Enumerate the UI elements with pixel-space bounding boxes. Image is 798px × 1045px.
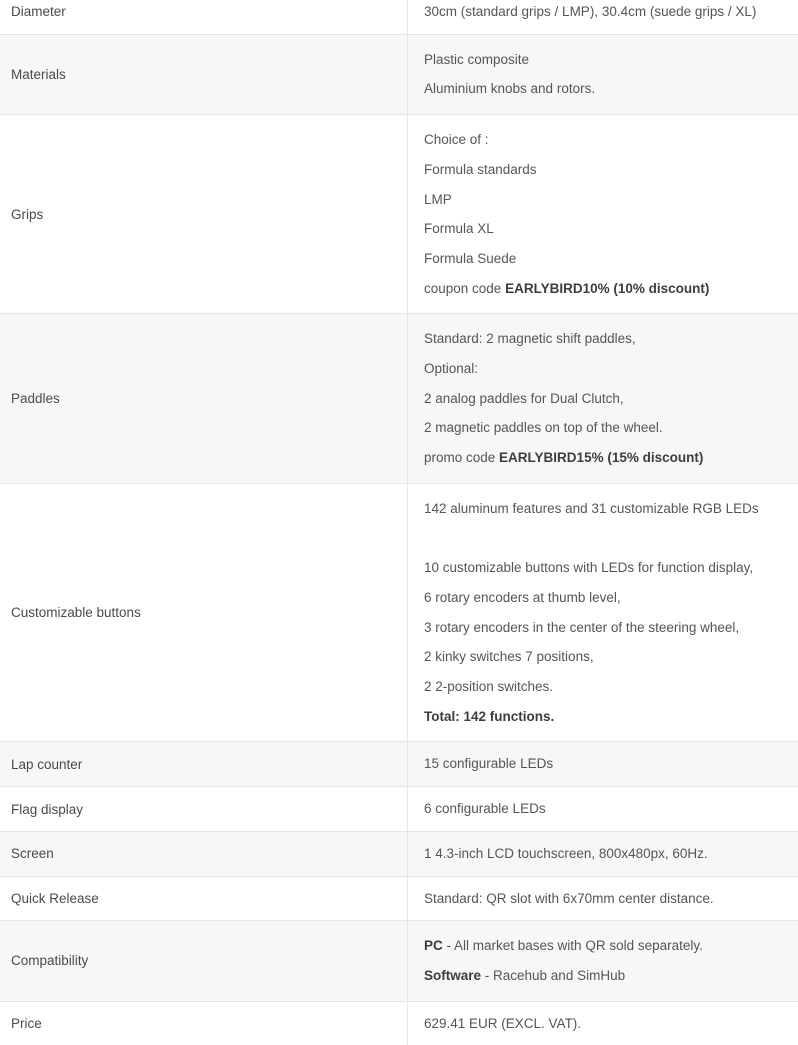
spec-line: 15 configurable LEDs [424, 749, 794, 779]
spec-line: Formula standards [424, 155, 794, 185]
spec-row-price [0, 1001, 798, 1045]
spec-label-materials: Materials [0, 34, 408, 114]
spec-value-paddles [408, 314, 798, 484]
spec-value-screen [408, 831, 798, 876]
spec-line: 2 analog paddles for Dual Clutch, [424, 384, 794, 414]
spec-label-grips: Grips [0, 115, 408, 314]
blank-line [424, 524, 794, 554]
spec-line: Formula XL [424, 214, 794, 244]
spec-label-quick-release: Quick Release [0, 876, 408, 921]
coupon-prefix: coupon code [424, 281, 505, 296]
spec-line: 2 2-position switches. [424, 672, 794, 702]
spec-line: 30cm (standard grips / LMP), 30.4cm (suede grips / XL) [424, 0, 794, 27]
spec-line: 3 rotary encoders in the center of the steering wheel, [424, 613, 794, 643]
spec-label-lap-counter: Lap counter [0, 742, 408, 787]
spec-line: Aluminium knobs and rotors. [424, 74, 794, 104]
compat-pc-text: - All market bases with QR sold separately. [443, 938, 703, 953]
spec-line: Standard: 2 magnetic shift paddles, [424, 324, 794, 354]
spec-row-lap-counter [0, 742, 798, 787]
compat-software-text: - Racehub and SimHub [481, 968, 625, 983]
spec-line: Optional: [424, 354, 794, 384]
promo-line [424, 443, 794, 473]
spec-value-price [408, 1001, 798, 1045]
coupon-line [424, 274, 794, 304]
spec-line: Choice of : [424, 125, 794, 155]
spec-value-quick-release [408, 876, 798, 921]
spec-value-compatibility [408, 921, 798, 1001]
spec-line: LMP [424, 185, 794, 215]
spec-line: 2 kinky switches 7 positions, [424, 642, 794, 672]
spec-row-diameter [0, 0, 798, 34]
compat-software-label: Software [424, 968, 481, 983]
spec-label-diameter: Diameter [0, 0, 408, 34]
spec-row-materials [0, 34, 798, 114]
spec-line: Plastic composite [424, 45, 794, 75]
spec-row-grips [0, 115, 798, 314]
spec-row-paddles [0, 314, 798, 484]
compat-software-line [424, 961, 794, 991]
spec-value-diameter [408, 0, 798, 34]
spec-row-compatibility [0, 921, 798, 1001]
spec-line: 2 magnetic paddles on top of the wheel. [424, 413, 794, 443]
coupon-code: EARLYBIRD10% (10% discount) [505, 281, 709, 296]
promo-code: EARLYBIRD15% (15% discount) [499, 450, 703, 465]
promo-prefix: promo code [424, 450, 499, 465]
compat-pc-line [424, 931, 794, 961]
spec-value-lap-counter [408, 742, 798, 787]
compat-pc-label: PC [424, 938, 443, 953]
spec-label-paddles: Paddles [0, 314, 408, 484]
spec-line: 6 rotary encoders at thumb level, [424, 583, 794, 613]
spec-label-price: Price [0, 1001, 408, 1045]
spec-line: 6 configurable LEDs [424, 794, 794, 824]
spec-line: Formula Suede [424, 244, 794, 274]
spec-row-screen [0, 831, 798, 876]
spec-row-flag-display [0, 787, 798, 832]
spec-value-grips [408, 115, 798, 314]
spec-value-materials [408, 34, 798, 114]
total-functions: Total: 142 functions. [424, 702, 794, 732]
spec-label-flag-display: Flag display [0, 787, 408, 832]
spec-line: Standard: QR slot with 6x70mm center distance. [424, 884, 794, 914]
spec-line: 1 4.3-inch LCD touchscreen, 800x480px, 60Hz. [424, 839, 794, 869]
spec-value-buttons [408, 483, 798, 742]
spec-value-flag-display [408, 787, 798, 832]
spec-line: 10 customizable buttons with LEDs for function display, [424, 553, 794, 583]
spec-label-compatibility: Compatibility [0, 921, 408, 1001]
spec-label-buttons: Customizable buttons [0, 483, 408, 742]
spec-row-buttons [0, 483, 798, 742]
spec-line: 629.41 EUR (EXCL. VAT). [424, 1009, 794, 1039]
spec-label-screen: Screen [0, 831, 408, 876]
spec-row-quick-release [0, 876, 798, 921]
spec-line: 142 aluminum features and 31 customizable RGB LEDs [424, 494, 794, 524]
